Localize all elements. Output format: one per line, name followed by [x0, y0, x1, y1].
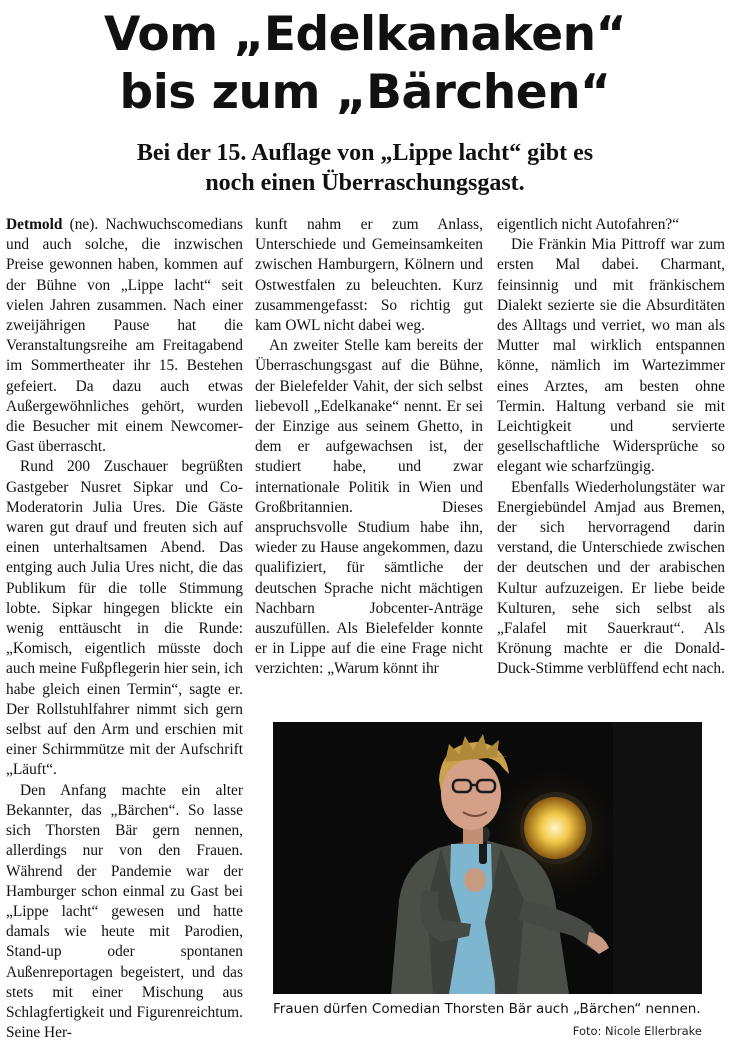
article-paragraph	[6, 215, 243, 457]
headline	[0, 6, 730, 122]
headline-line-1: Vom „Edelkanaken“	[104, 7, 626, 62]
article-column-2	[255, 215, 483, 680]
article-photo	[273, 722, 702, 994]
article-paragraph: An zweiter Stelle kam bereits der Überraschungsgast auf die Bühne, der Bielefelder Vahit, der sich selbst liebevoll „Edelkanake“ nennt. Er sei der Einzige aus seinem Ghetto, in dem er aufgewachsen ist, der studiert habe, und zwar internationale Politik in Wien und Großbritannien. Dieses anspruchsvolle Studium habe ihn, wieder zu Hause angekommen, dazu qualifiziert, für sämtliche der deutschen Sprache nicht mächtigen Nachbarn Jobcenter-Anträge auszufüllen. Als Bielefelder konnte er in Lippe auf die eine Frage nicht verzichten: „Warum könnt ihr	[255, 337, 483, 678]
article-paragraph: eigentlich nicht Autofahren?“	[497, 216, 680, 233]
article-paragraph: Rund 200 Zuschauer begrüßten Gastgeber Nusret Sipkar und Co-Moderatorin Julia Ures. Die Gäste waren gut drauf und freuten sich auf einen unterhaltsamen Abend. Das entging auch Julia Ures nicht, die das Publikum für die tolle Stimmung lobte. Sipkar hingegen blickte ein wenig enttäuscht in die Runde: „Komisch, eigentlich müsste doch auch meine Fußpflegerin hier sein, ich habe gleich einen Termin“, sagte er. Der Rollstuhlfahrer nimmt sich gern selbst auf den Arm und erschien mit einer Schirmmütze mit der Aufschrift „Läuft“.	[6, 458, 243, 779]
paragraph-text: (ne). Nachwuchscomedians und auch solche, die inzwischen Preise gewonnen haben, kommen auf der Bühne von „Lippe lacht“ seit vielen Jahren zusammen. Nach einer zweijährigen Pause hat die Veranstaltungsreihe am Freitagabend im Sommertheater ihr 15. Bestehen gefeiert. Da dazu auch etwas Außergewöhnliches gehört, wurden die Besucher mit einem Newcomer-Gast überrascht.	[6, 216, 243, 456]
headline-line-2: bis zum „Bärchen“	[119, 65, 611, 120]
article-column-1	[6, 215, 243, 1043]
subheadline	[0, 138, 730, 198]
photo-credit: Foto: Nicole Ellerbrake	[572, 1024, 702, 1038]
article-column-3	[497, 215, 725, 680]
comedian-on-stage-illustration	[273, 722, 702, 994]
subheadline-line-1: Bei der 15. Auflage von „Lippe lacht“ gibt es	[136, 140, 594, 166]
dateline: Detmold	[6, 216, 63, 233]
article-paragraph: kunft nahm er zum Anlass, Unterschiede und Gemeinsamkeiten zwischen Hamburgern, Kölnern und Ostwestfalen zu beleuchten. Kurz zusammengefasst: So richtig gut kam OWL nicht dabei weg.	[255, 216, 483, 335]
subheadline-line-2: noch einen Überraschungsgast.	[205, 170, 525, 196]
article-paragraph: Ebenfalls Wiederholungstäter war Energiebündel Amjad aus Bremen, der sich hervorragend darin verstand, die Unterschiede zwischen der deutschen und der arabischen Kultur aufzuzeigen. Er liebe beide Kulturen, sehe sich selbst als „Falafel mit Sauerkraut“. Als Krönung machte er die Donald-Duck-Stimme verblüffend echt nach.	[497, 478, 725, 678]
photo-caption: Frauen dürfen Comedian Thorsten Bär auch „Bärchen“ nennen.	[273, 1001, 701, 1017]
article-paragraph: Die Fränkin Mia Pittroff war zum ersten Mal dabei. Charmant, feinsinnig und mit fränkischem Dialekt sezierte sie die Absurditäten des Alltags und verriet, wo man als Mutter mal wirklich entspannen könne, nämlich im Wartezimmer eines Arztes, am besten ohne Termin. Haltung verband sie mit Leichtigkeit und servierte gesellschaftliche Widersprüche so elegant wie scharfzüngig.	[497, 236, 725, 476]
article-paragraph: Den Anfang machte ein alter Bekannter, das „Bärchen“. So lasse sich Thorsten Bär gern nennen, allerdings nur von den Frauen. Während der Pandemie war der Hamburger schon einmal zu Gast bei „Lippe lacht“ gewesen und hatte damals wie heute mit Parodien, Stand-up oder spontanen Außenreportagen begeistert, und das stets mit einer Mischung aus Schlagfertigkeit und Figurenreichtum. Seine Her-	[6, 781, 243, 1042]
